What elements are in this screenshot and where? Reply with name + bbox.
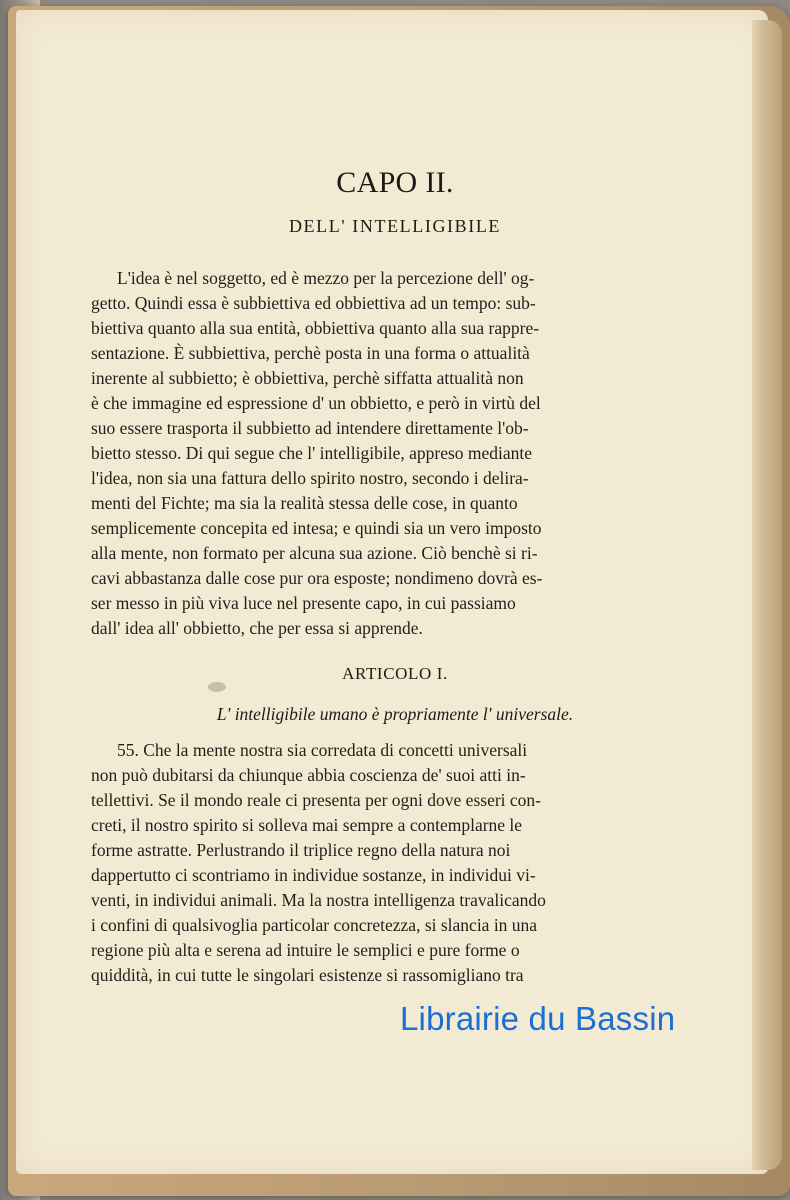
chapter-title: CAPO II.: [336, 166, 454, 199]
paragraph-line: cavi abbastanza dalle cose pur ora esposte; nondimeno dovrà es-: [91, 568, 543, 588]
paragraph-line: bietto stesso. Di qui segue che l' intelligibile, appreso mediante: [91, 443, 533, 463]
paragraph-line: getto. Quindi essa è subbiettiva ed obbiettiva ad un tempo: sub-: [91, 293, 536, 313]
paragraph-line: inerente al subbietto; è obbiettiva, perchè siffatta attualità non: [91, 368, 524, 388]
watermark-text: Librairie du Bassin: [400, 1000, 676, 1037]
paragraph-line: l'idea, non sia una fattura dello spirito nostro, secondo i delira-: [91, 468, 529, 488]
paragraph-line: biettiva quanto alla sua entità, obbiettiva quanto alla sua rappre-: [91, 318, 540, 338]
article-heading: ARTICOLO I.: [342, 664, 448, 683]
paragraph-line: dappertutto ci scontriamo in individue sostanze, in individui vi-: [91, 865, 536, 885]
paragraph-line: dall' idea all' obbietto, che per essa si apprende.: [91, 618, 423, 638]
paragraph-line: suo essere trasporta il subbietto ad intendere direttamente l'ob-: [91, 418, 529, 438]
paragraph-line: creti, il nostro spirito si solleva mai sempre a contemplarne le: [91, 815, 523, 835]
section-title: DELL' INTELLIGIBILE: [288, 216, 502, 236]
paragraph-line: tellettivi. Se il mondo reale ci presenta per ogni dove esseri con-: [91, 790, 541, 810]
paragraph-line: ser messo in più viva luce nel presente capo, in cui passiamo: [91, 593, 516, 613]
paragraph-line: quiddità, in cui tutte le singolari esistenze si rassomigliano tra: [91, 965, 524, 985]
paragraph-line: sentazione. È subbiettiva, perchè posta in una forma o attualità: [91, 343, 530, 363]
paragraph-line: menti del Fichte; ma sia la realità stessa delle cose, in quanto: [91, 493, 518, 513]
paragraph-line: L'idea è nel soggetto, ed è mezzo per la percezione dell' og-: [117, 268, 535, 288]
article-subtitle: L' intelligibile umano è propriamente l' universale.: [216, 704, 574, 724]
paragraph-line: i confini di qualsivoglia particolar concretezza, si slancia in una: [91, 915, 538, 935]
paragraph-line: alla mente, non formato per alcuna sua azione. Ciò benchè si ri-: [91, 543, 538, 563]
paragraph-line: è che immagine ed espressione d' un obbietto, e però in virtù del: [91, 393, 541, 413]
paragraph-line: 55. Che la mente nostra sia corredata di concetti universali: [117, 740, 528, 760]
paragraph-line: venti, in individui animali. Ma la nostra intelligenza travalicando: [91, 890, 546, 910]
ink-smudge: [208, 682, 226, 692]
paragraph-line: forme astratte. Perlustrando il triplice regno della natura noi: [91, 840, 511, 860]
paragraph-line: semplicemente concepita ed intesa; e quindi sia un vero imposto: [91, 518, 542, 538]
paragraph-line: non può dubitarsi da chiunque abbia coscienza de' suoi atti in-: [91, 765, 526, 785]
paragraph-line: regione più alta e serena ad intuire le semplici e pure forme o: [91, 940, 520, 960]
